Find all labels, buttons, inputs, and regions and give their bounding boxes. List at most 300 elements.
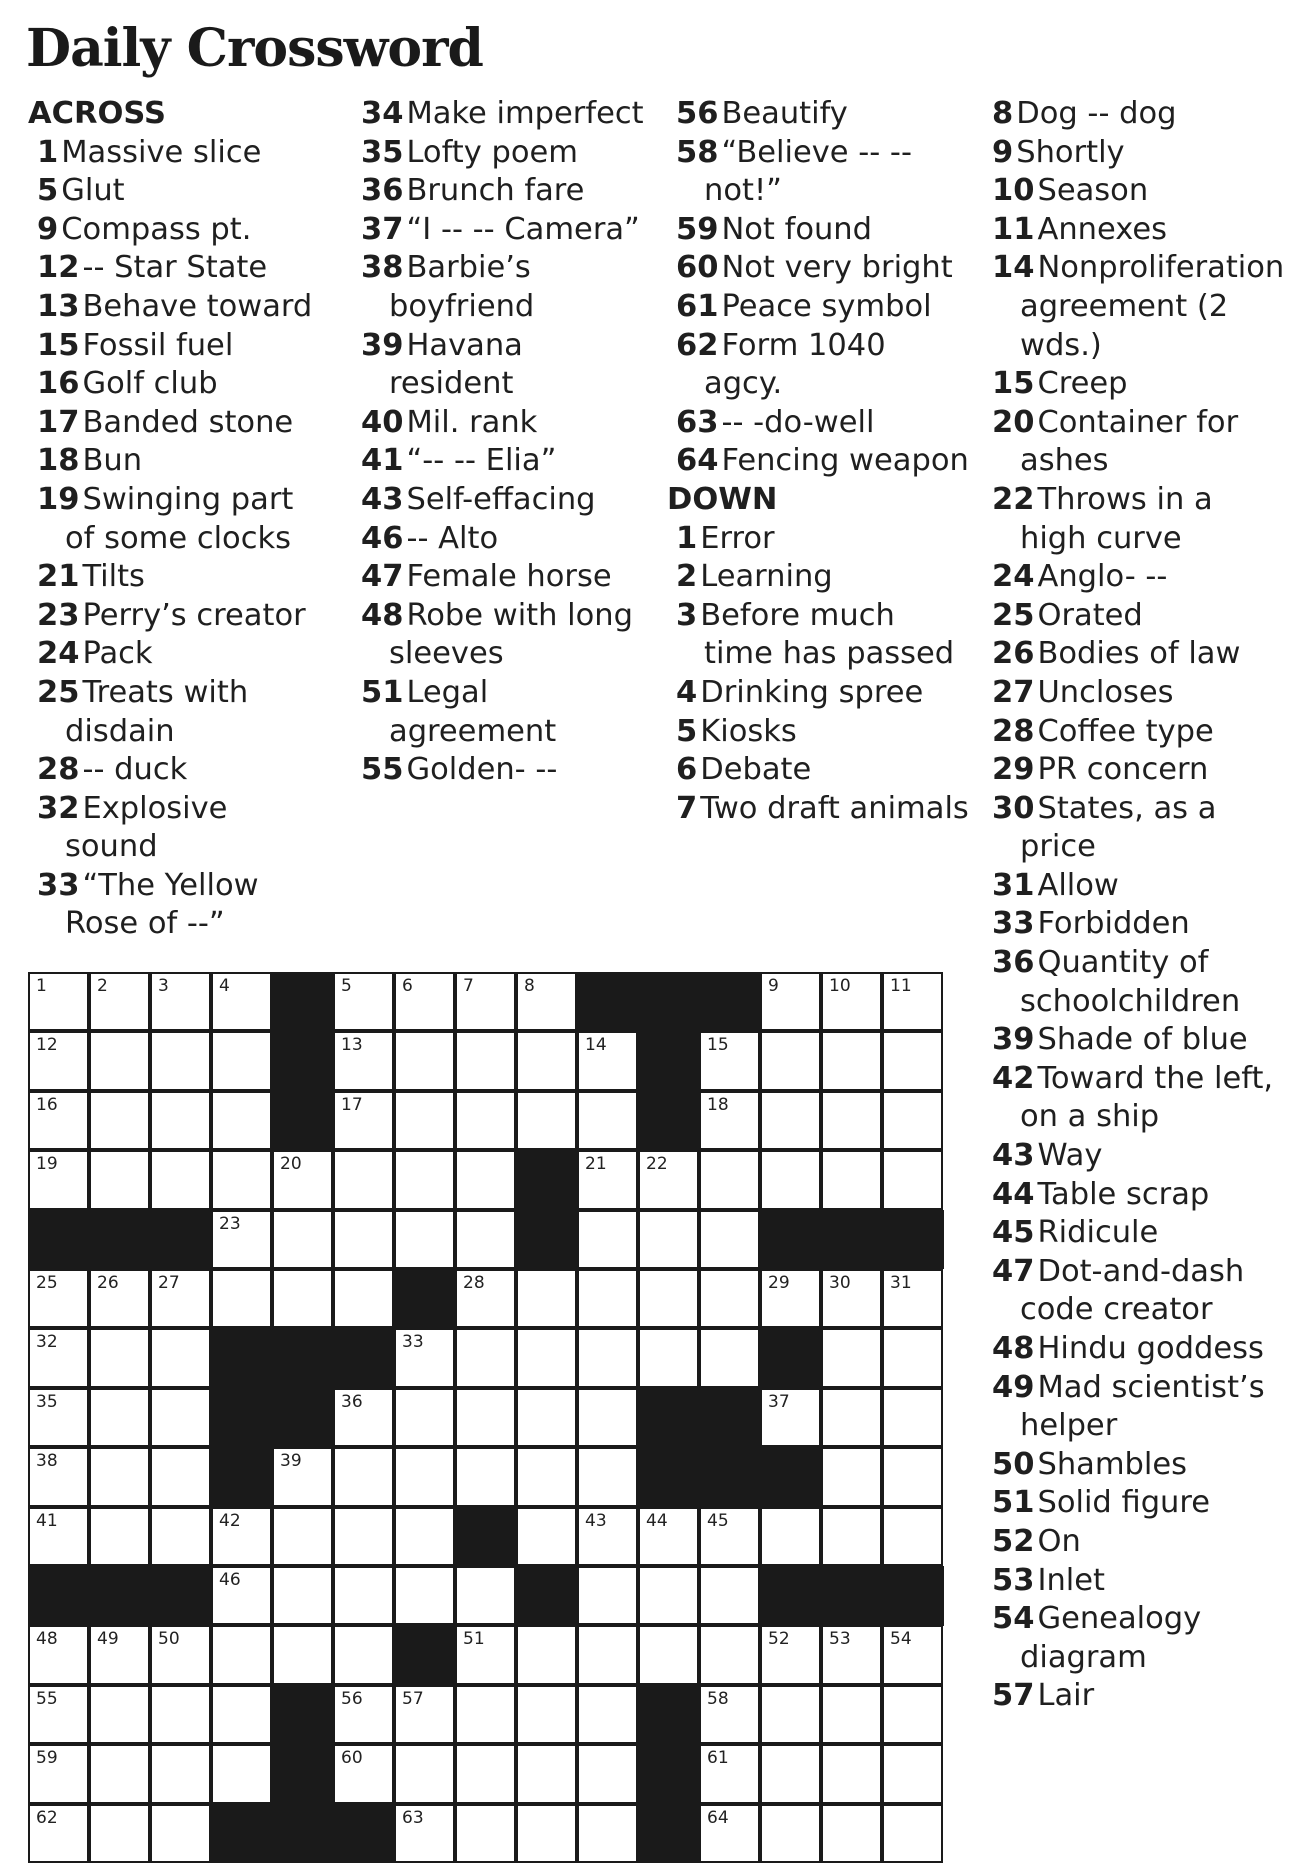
grid-cell[interactable]: [455, 1447, 516, 1506]
black-square: [272, 1804, 334, 1864]
grid-cell[interactable]: [394, 972, 455, 1031]
down-clue-45: [992, 1214, 1283, 1253]
clue-column-3: [667, 95, 972, 828]
grid-cell[interactable]: [28, 1685, 89, 1744]
down-clue-15: [992, 365, 1283, 404]
black-square: [394, 1269, 456, 1329]
across-clue-40: [361, 404, 652, 443]
grid-cell[interactable]: [28, 1744, 89, 1803]
clue-text: Throws in a high curve: [1020, 481, 1213, 556]
grid-cell[interactable]: [150, 1269, 211, 1328]
black-square: [394, 1625, 456, 1685]
cell-number: 56: [341, 1688, 363, 1709]
grid-cell[interactable]: [577, 1328, 638, 1387]
grid-cell[interactable]: [516, 1031, 577, 1090]
across-clue-60: [676, 249, 972, 288]
grid-cell[interactable]: [821, 1388, 882, 1447]
cell-number: 14: [585, 1035, 607, 1056]
grid-cell[interactable]: [272, 1150, 333, 1209]
cell-number: 55: [36, 1688, 58, 1709]
grid-cell[interactable]: [272, 1447, 333, 1506]
clue-number: 9: [992, 134, 1014, 170]
grid-cell[interactable]: [394, 1804, 455, 1863]
grid-cell[interactable]: [211, 1210, 272, 1269]
grid-cell[interactable]: [882, 1507, 943, 1566]
grid-cell[interactable]: [699, 1328, 760, 1387]
grid-cell[interactable]: [333, 1269, 394, 1328]
grid-cell[interactable]: [821, 1269, 882, 1328]
grid-cell[interactable]: [821, 1507, 882, 1566]
cell-number: 45: [707, 1510, 729, 1531]
black-square: [89, 1210, 151, 1270]
grid-cell[interactable]: [760, 1625, 821, 1684]
across-clue-38: [361, 249, 652, 326]
grid-cell[interactable]: [150, 1507, 211, 1566]
black-square: [638, 1804, 700, 1864]
across-clue-32: [37, 790, 328, 867]
grid-cell[interactable]: [394, 1031, 455, 1090]
cell-number: 59: [36, 1748, 58, 1769]
grid-cell[interactable]: [882, 1031, 943, 1090]
grid-cell[interactable]: [516, 972, 577, 1031]
grid-cell[interactable]: [272, 1625, 333, 1684]
grid-cell[interactable]: [821, 1447, 882, 1506]
grid-cell[interactable]: [455, 1031, 516, 1090]
grid-cell[interactable]: [333, 1150, 394, 1209]
black-square: [516, 1150, 578, 1210]
cell-number: 64: [707, 1807, 729, 1828]
grid-cell[interactable]: [394, 1566, 455, 1625]
clue-text: Orated: [1037, 597, 1143, 633]
grid-cell[interactable]: [638, 1269, 699, 1328]
clue-number: 33: [992, 906, 1035, 942]
down-clue-50: [992, 1446, 1283, 1485]
grid-cell[interactable]: [211, 1566, 272, 1625]
clue-number: 17: [37, 404, 80, 440]
grid-cell[interactable]: [211, 1685, 272, 1744]
cell-number: 20: [280, 1154, 302, 1175]
across-clue-43: [361, 481, 652, 520]
grid-cell[interactable]: [211, 1625, 272, 1684]
grid-cell[interactable]: [577, 1269, 638, 1328]
down-clue-42: [992, 1060, 1283, 1137]
grid-cell[interactable]: [455, 1388, 516, 1447]
clue-text: Inlet: [1037, 1562, 1105, 1598]
grid-cell[interactable]: [699, 1091, 760, 1150]
grid-cell[interactable]: [699, 1685, 760, 1744]
grid-cell[interactable]: [699, 1804, 760, 1863]
grid-cell[interactable]: [760, 1091, 821, 1150]
clue-number: 64: [676, 443, 719, 479]
grid-cell[interactable]: [577, 1388, 638, 1447]
grid-cell[interactable]: [394, 1507, 455, 1566]
grid-cell[interactable]: [150, 972, 211, 1031]
cell-number: 54: [890, 1629, 912, 1650]
clue-number: 60: [676, 250, 719, 286]
black-square: [577, 972, 639, 1032]
grid-cell[interactable]: [89, 1685, 150, 1744]
grid-cell[interactable]: [333, 1388, 394, 1447]
grid-cell[interactable]: [333, 1744, 394, 1803]
grid-cell[interactable]: [89, 1150, 150, 1209]
grid-cell[interactable]: [28, 1150, 89, 1209]
across-clue-25: [37, 674, 328, 751]
down-clue-6: [676, 751, 972, 790]
grid-cell[interactable]: [638, 1507, 699, 1566]
grid-cell[interactable]: [150, 1388, 211, 1447]
clue-number: 8: [992, 96, 1014, 131]
across-clue-64: [676, 442, 972, 481]
grid-cell[interactable]: [211, 1269, 272, 1328]
across-clue-48: [361, 597, 652, 674]
grid-cell[interactable]: [28, 972, 89, 1031]
down-clue-8: [992, 95, 1283, 134]
grid-cell[interactable]: [821, 1685, 882, 1744]
clue-text: Kiosks: [700, 713, 797, 749]
black-square: [272, 1744, 334, 1804]
grid-cell[interactable]: [89, 1507, 150, 1566]
grid-cell[interactable]: [760, 1744, 821, 1803]
across-clue-23: [37, 597, 328, 636]
grid-cell[interactable]: [760, 1031, 821, 1090]
grid-cell[interactable]: [333, 1625, 394, 1684]
clue-number: 36: [361, 173, 404, 209]
black-square: [272, 1388, 334, 1448]
grid-cell[interactable]: [150, 1150, 211, 1209]
grid-cell[interactable]: [821, 972, 882, 1031]
grid-cell[interactable]: [28, 1447, 89, 1506]
grid-cell[interactable]: [882, 1804, 943, 1863]
clue-text: Dog -- dog: [1016, 96, 1177, 131]
grid-cell[interactable]: [638, 1625, 699, 1684]
grid-cell[interactable]: [577, 1031, 638, 1090]
clue-text: Container for ashes: [1020, 404, 1239, 479]
grid-cell[interactable]: [577, 1210, 638, 1269]
cell-number: 52: [768, 1629, 790, 1650]
grid-cell[interactable]: [882, 1388, 943, 1447]
grid-cell[interactable]: [516, 1269, 577, 1328]
grid-cell[interactable]: [394, 1388, 455, 1447]
clue-number: 45: [992, 1215, 1035, 1251]
grid-cell[interactable]: [577, 1150, 638, 1209]
grid-cell[interactable]: [150, 1031, 211, 1090]
grid-cell[interactable]: [577, 1566, 638, 1625]
cell-number: 10: [829, 976, 851, 996]
down-clue-57: [992, 1677, 1283, 1716]
grid-cell[interactable]: [821, 1150, 882, 1209]
clue-text: Anglo- --: [1037, 559, 1168, 595]
black-square: [28, 1210, 90, 1270]
down-clue-9: [992, 134, 1283, 173]
grid-cell[interactable]: [333, 1685, 394, 1744]
down-clue-22: [992, 481, 1283, 558]
clue-text: Brunch fare: [406, 173, 585, 209]
grid-cell[interactable]: [455, 1269, 516, 1328]
clue-text: Tilts: [82, 559, 145, 595]
grid-cell[interactable]: [516, 1388, 577, 1447]
grid-cell[interactable]: [821, 1804, 882, 1863]
grid-cell[interactable]: [577, 1685, 638, 1744]
grid-cell[interactable]: [699, 1150, 760, 1209]
clue-number: 32: [37, 790, 80, 826]
clue-number: 38: [361, 250, 404, 286]
grid-cell[interactable]: [516, 1804, 577, 1863]
grid-cell[interactable]: [333, 1566, 394, 1625]
black-square: [150, 1210, 212, 1270]
black-square: [638, 1031, 700, 1091]
clue-text: Hindu goddess: [1037, 1331, 1264, 1366]
grid-cell[interactable]: [28, 1269, 89, 1328]
clue-number: 31: [992, 867, 1035, 903]
cell-number: 17: [341, 1094, 363, 1115]
clue-text: Nonproliferation agreement (2 wds.): [1020, 250, 1285, 363]
clue-number: 51: [992, 1485, 1035, 1521]
grid-cell[interactable]: [455, 1091, 516, 1150]
grid-cell[interactable]: [882, 1625, 943, 1684]
black-square: [211, 1328, 273, 1388]
grid-cell[interactable]: [89, 972, 150, 1031]
grid-cell[interactable]: [455, 1210, 516, 1269]
grid-cell[interactable]: [28, 1328, 89, 1387]
grid-cell[interactable]: [455, 972, 516, 1031]
black-square: [516, 1210, 578, 1270]
grid-cell[interactable]: [516, 1328, 577, 1387]
down-clue-14: [992, 249, 1283, 365]
grid-cell[interactable]: [516, 1744, 577, 1803]
grid-cell[interactable]: [394, 1210, 455, 1269]
grid-cell[interactable]: [821, 1091, 882, 1150]
grid-cell[interactable]: [333, 1507, 394, 1566]
clue-text: Coffee type: [1037, 713, 1214, 749]
clue-number: 4: [676, 674, 698, 710]
grid-cell[interactable]: [699, 1269, 760, 1328]
grid-cell[interactable]: [89, 1388, 150, 1447]
grid-cell[interactable]: [699, 1625, 760, 1684]
clue-number: 2: [676, 559, 698, 595]
grid-cell[interactable]: [333, 972, 394, 1031]
grid-cell[interactable]: [28, 1507, 89, 1566]
clue-text: Toward the left, on a ship: [1020, 1060, 1274, 1135]
clue-number: 28: [37, 752, 80, 788]
clue-number: 29: [992, 752, 1035, 788]
grid-cell[interactable]: [577, 1447, 638, 1506]
clue-text: Female horse: [406, 559, 612, 595]
grid-cell[interactable]: [211, 1091, 272, 1150]
across-clue-17: [37, 404, 328, 443]
grid-cell[interactable]: [394, 1447, 455, 1506]
clue-number: 43: [361, 481, 404, 517]
grid-cell[interactable]: [638, 1328, 699, 1387]
black-square: [699, 1447, 761, 1507]
grid-cell[interactable]: [516, 1507, 577, 1566]
grid-cell[interactable]: [28, 1388, 89, 1447]
grid-cell[interactable]: [882, 972, 943, 1031]
black-square: [821, 1566, 883, 1626]
grid-cell[interactable]: [882, 1150, 943, 1209]
cell-number: 48: [36, 1629, 58, 1650]
across-clue-16: [37, 365, 328, 404]
clue-text: Make imperfect: [406, 96, 644, 131]
grid-cell[interactable]: [516, 1685, 577, 1744]
grid-cell[interactable]: [89, 1269, 150, 1328]
grid-cell[interactable]: [28, 1031, 89, 1090]
grid-cell[interactable]: [89, 1091, 150, 1150]
grid-cell[interactable]: [760, 1388, 821, 1447]
clue-text: Compass pt.: [61, 211, 252, 247]
clue-text: Solid figure: [1037, 1485, 1211, 1521]
grid-cell[interactable]: [28, 1091, 89, 1150]
grid-cell[interactable]: [150, 1804, 211, 1863]
grid-cell[interactable]: [211, 1150, 272, 1209]
cell-number: 29: [768, 1273, 790, 1293]
grid-cell[interactable]: [882, 1328, 943, 1387]
grid-cell[interactable]: [821, 1031, 882, 1090]
clue-text: PR concern: [1037, 752, 1209, 788]
grid-cell[interactable]: [516, 1091, 577, 1150]
grid-cell[interactable]: [28, 1625, 89, 1684]
down-clue-4: [676, 674, 972, 713]
grid-cell[interactable]: [821, 1744, 882, 1803]
grid-cell[interactable]: [150, 1447, 211, 1506]
grid-cell[interactable]: [760, 1269, 821, 1328]
black-square: [28, 1566, 90, 1626]
across-clue-34: [361, 95, 652, 134]
across-clue-28: [37, 751, 328, 790]
crossword-grid: [28, 972, 943, 1863]
grid-cell[interactable]: [760, 1150, 821, 1209]
grid-cell[interactable]: [394, 1328, 455, 1387]
down-clue-43: [992, 1137, 1283, 1176]
grid-cell[interactable]: [150, 1328, 211, 1387]
grid-cell[interactable]: [577, 1091, 638, 1150]
clue-column-4: [983, 95, 1283, 1716]
grid-cell[interactable]: [150, 1091, 211, 1150]
grid-cell[interactable]: [699, 1744, 760, 1803]
grid-cell[interactable]: [89, 1804, 150, 1863]
clue-number: 16: [37, 366, 80, 402]
grid-cell[interactable]: [394, 1091, 455, 1150]
clue-text: Golden- --: [406, 752, 558, 788]
clue-number: 23: [37, 597, 80, 633]
grid-cell[interactable]: [89, 1625, 150, 1684]
grid-cell[interactable]: [638, 1150, 699, 1209]
clue-text: Golf club: [82, 366, 218, 402]
clue-text: Fossil fuel: [82, 327, 234, 363]
down-clue-31: [992, 867, 1283, 906]
grid-cell[interactable]: [760, 1685, 821, 1744]
grid-cell[interactable]: [699, 1566, 760, 1625]
cell-number: 16: [36, 1094, 58, 1115]
across-clue-39: [361, 327, 652, 404]
grid-cell[interactable]: [333, 1210, 394, 1269]
grid-cell[interactable]: [455, 1685, 516, 1744]
grid-cell[interactable]: [699, 1507, 760, 1566]
grid-cell[interactable]: [89, 1744, 150, 1803]
grid-cell[interactable]: [150, 1685, 211, 1744]
across-clue-63: [676, 404, 972, 443]
grid-cell[interactable]: [455, 1566, 516, 1625]
grid-cell[interactable]: [882, 1447, 943, 1506]
grid-cell[interactable]: [455, 1744, 516, 1803]
cell-number: 42: [219, 1510, 241, 1531]
grid-cell[interactable]: [89, 1328, 150, 1387]
grid-cell[interactable]: [760, 1804, 821, 1863]
across-clue-24: [37, 635, 328, 674]
clue-number: 24: [992, 559, 1035, 595]
grid-cell[interactable]: [211, 1031, 272, 1090]
cell-number: 3: [158, 976, 169, 996]
grid-cell[interactable]: [211, 1507, 272, 1566]
grid-cell[interactable]: [821, 1625, 882, 1684]
grid-cell[interactable]: [577, 1507, 638, 1566]
grid-cell[interactable]: [699, 1210, 760, 1269]
grid-cell[interactable]: [28, 1804, 89, 1863]
grid-cell[interactable]: [455, 1150, 516, 1209]
grid-cell[interactable]: [89, 1447, 150, 1506]
cell-number: 30: [829, 1273, 851, 1293]
grid-cell[interactable]: [638, 1210, 699, 1269]
clue-number: 47: [361, 559, 404, 595]
grid-cell[interactable]: [211, 972, 272, 1031]
grid-cell[interactable]: [699, 1031, 760, 1090]
clue-number: 55: [361, 752, 404, 788]
grid-cell[interactable]: [455, 1625, 516, 1684]
grid-cell[interactable]: [333, 1031, 394, 1090]
grid-cell[interactable]: [455, 1804, 516, 1863]
grid-cell[interactable]: [333, 1091, 394, 1150]
grid-cell[interactable]: [333, 1447, 394, 1506]
down-clue-52: [992, 1523, 1283, 1562]
grid-cell[interactable]: [394, 1744, 455, 1803]
cell-number: 57: [402, 1688, 424, 1709]
clue-number: 57: [992, 1678, 1035, 1714]
grid-cell[interactable]: [516, 1447, 577, 1506]
across-clue-51: [361, 674, 652, 751]
grid-cell[interactable]: [821, 1328, 882, 1387]
grid-cell[interactable]: [882, 1269, 943, 1328]
cell-number: 50: [158, 1629, 180, 1650]
grid-cell[interactable]: [394, 1685, 455, 1744]
grid-cell[interactable]: [760, 1507, 821, 1566]
black-square: [821, 1210, 883, 1270]
grid-cell[interactable]: [272, 1269, 333, 1328]
grid-cell[interactable]: [882, 1744, 943, 1803]
grid-cell[interactable]: [394, 1150, 455, 1209]
grid-cell[interactable]: [577, 1625, 638, 1684]
grid-cell[interactable]: [577, 1804, 638, 1863]
grid-cell[interactable]: [272, 1507, 333, 1566]
grid-cell[interactable]: [882, 1685, 943, 1744]
grid-cell[interactable]: [516, 1625, 577, 1684]
grid-cell[interactable]: [150, 1625, 211, 1684]
grid-cell[interactable]: [760, 972, 821, 1031]
grid-cell[interactable]: [455, 1328, 516, 1387]
grid-cell[interactable]: [89, 1031, 150, 1090]
grid-cell[interactable]: [150, 1744, 211, 1803]
grid-cell[interactable]: [577, 1744, 638, 1803]
down-clue-5: [676, 713, 972, 752]
across-clue-15: [37, 327, 328, 366]
grid-cell[interactable]: [638, 1566, 699, 1625]
grid-cell[interactable]: [272, 1210, 333, 1269]
clue-number: 34: [361, 96, 404, 131]
cell-number: 21: [585, 1154, 607, 1175]
grid-cell[interactable]: [272, 1566, 333, 1625]
grid-cell[interactable]: [882, 1091, 943, 1150]
grid-cell[interactable]: [211, 1744, 272, 1803]
down-clue-47: [992, 1253, 1283, 1330]
down-clue-36: [992, 944, 1283, 1021]
